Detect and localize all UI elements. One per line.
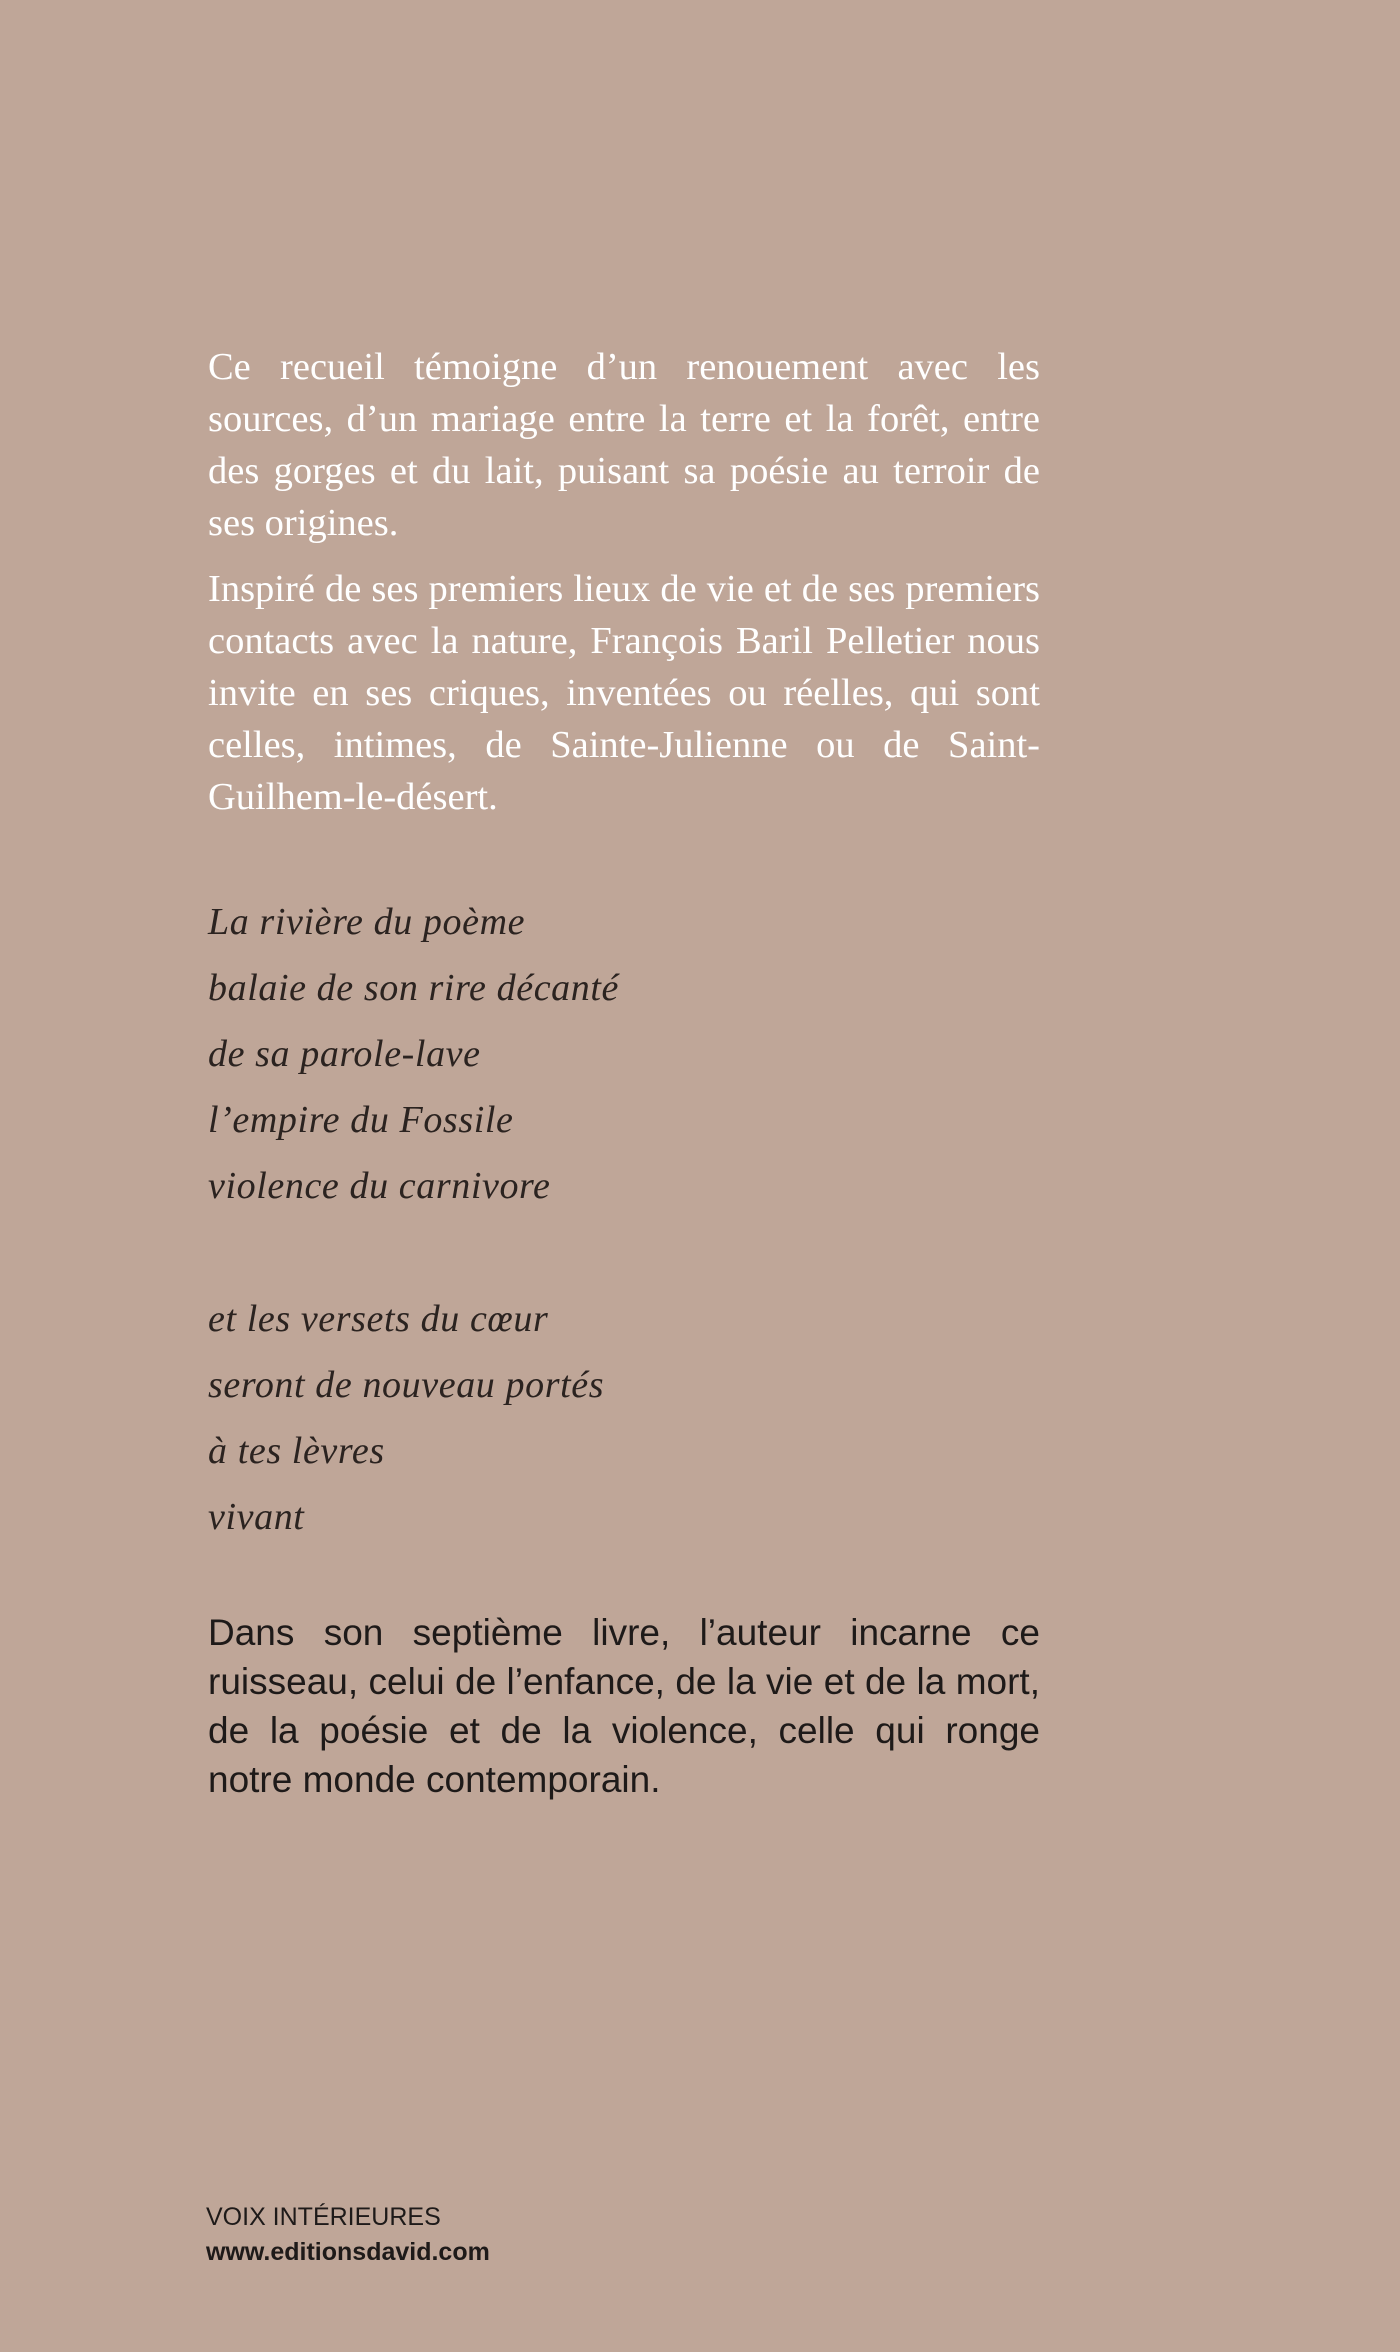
poem-line: violence du carnivore <box>208 1165 551 1207</box>
intro-paragraph-2: Inspiré de ses premiers lieux de vie et de ses premiers contacts avec la nature, François Baril Pelletier nous invite en ses criques, inventées ou réelles, qui sont celles, intimes, de Sainte-Julienne ou de Saint-Guilhem-le-désert. <box>208 568 1040 818</box>
poem-line: La rivière du poème <box>208 901 526 943</box>
poem-stanza-1 <box>208 889 1040 1219</box>
poem-line: de sa parole-lave <box>208 1033 481 1075</box>
footer <box>206 2200 490 2270</box>
poem-line: seront de nouveau portés <box>208 1364 605 1406</box>
poem-line: l’empire du Fossile <box>208 1099 514 1141</box>
poem-stanza-2 <box>208 1286 1040 1550</box>
intro-paragraph-1: Ce recueil témoigne d’un renouement avec les sources, d’un mariage entre la terre et la forêt, entre des gorges et du lait, puisant sa poésie au terroir de ses origines. <box>208 346 1040 544</box>
poem-line: à tes lèvres <box>208 1430 385 1472</box>
poem-line: vivant <box>208 1496 305 1538</box>
publisher-website: www.editionsdavid.com <box>206 2238 490 2266</box>
poem-line: balaie de son rire décanté <box>208 967 619 1009</box>
outro-paragraph: Dans son septième livre, l’auteur incarne ce ruisseau, celui de l’enfance, de la vie et de la mort, de la poésie et de la violence, celle qui ronge notre monde contemporain. <box>208 1612 1040 1800</box>
collection-name: VOIX INTÉRIEURES <box>206 2203 441 2231</box>
poem-line: et les versets du cœur <box>208 1298 549 1340</box>
intro-text <box>208 341 1040 837</box>
